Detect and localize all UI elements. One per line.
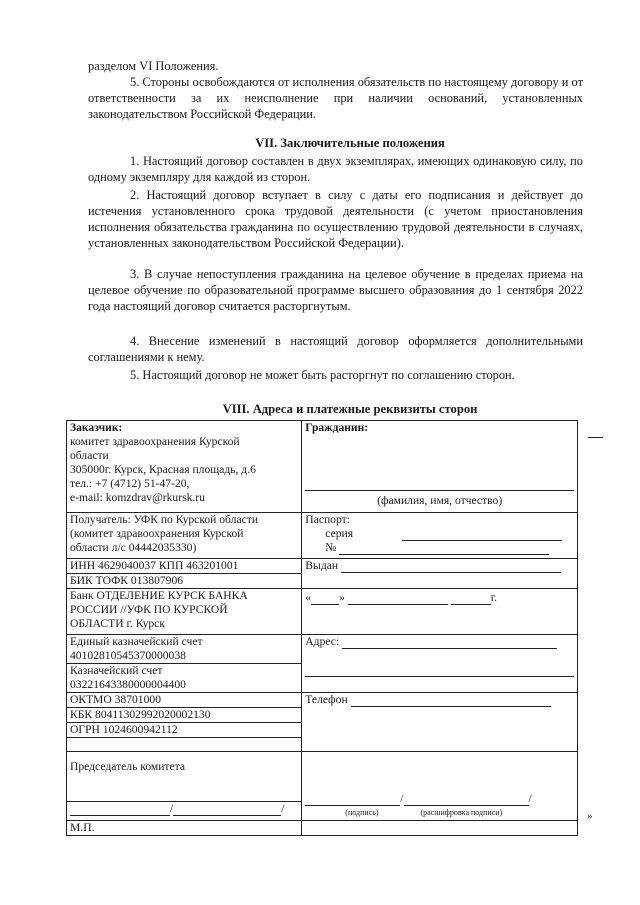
passport-number-field[interactable] xyxy=(339,542,549,555)
passport-cell xyxy=(302,513,578,559)
date-open-quote: « xyxy=(305,591,312,604)
chairman-cell xyxy=(67,752,302,802)
kbk: КБК 80411302992020002130 xyxy=(70,708,211,721)
customer-signature-cell xyxy=(67,802,302,821)
phone-field[interactable] xyxy=(351,694,551,707)
paragraph-7-2: 2. Настоящий договор вступает в силу с даты его подписания и действует до истечения установленного срока трудовой деятельности (с учетом приостановления исполнения обязательства гражданина по осуществлению трудовой деятельности в случаях, установленных законодательством Российской Федерации). xyxy=(88,188,583,250)
address-label: Адрес: xyxy=(305,635,340,648)
empty-cell xyxy=(67,738,302,752)
oktmo-cell xyxy=(67,693,302,708)
treasury-account-label: Единый казначейский счет xyxy=(70,635,203,648)
citizen-signature-decode-field[interactable] xyxy=(404,793,529,806)
chairman-label: Председатель комитета xyxy=(70,760,185,773)
customer-email: e-mail: komzdrav@rkursk.ru xyxy=(70,491,205,504)
issued-cell xyxy=(302,559,578,589)
citizen-fio-hint: (фамилия, имя, отчество) xyxy=(377,494,503,507)
citizen-fio-line[interactable] xyxy=(305,477,574,491)
customer-signature-field[interactable] xyxy=(70,803,170,816)
bank-cell xyxy=(67,589,302,635)
customer-sig-end: / xyxy=(281,802,285,816)
treasury-account: 40102810545370000038 xyxy=(70,649,186,662)
phone-label: Телефон xyxy=(305,693,348,706)
issued-label: Выдан xyxy=(305,559,339,572)
citizen-signature-field[interactable] xyxy=(305,793,400,806)
passport-number-label: № xyxy=(325,541,337,554)
issue-date-cell xyxy=(302,589,578,635)
ogrn: ОГРН 1024600942112 xyxy=(70,723,178,736)
citizen-signature-cell xyxy=(302,752,578,821)
customer-address: 305000г. Курск, Красная площадь, д.6 xyxy=(70,463,256,476)
recipient-line2: (комитет здравоохранения Курской xyxy=(70,527,244,540)
customer-name-line2: области xyxy=(70,449,109,462)
kazn-account: 03221643380000004400 xyxy=(70,678,186,691)
address-cell xyxy=(302,635,578,693)
paragraph-7-4: 4. Внесение изменений в настоящий договор оформляется дополнительными соглашениями к нему. xyxy=(88,334,583,364)
stamp-label: М.П. xyxy=(70,821,95,834)
kazn-account-label: Казначейский счет xyxy=(70,664,163,677)
kazn-account-cell xyxy=(67,664,302,693)
date-day-field[interactable] xyxy=(311,592,339,605)
customer-header-cell xyxy=(67,421,302,513)
issued-field[interactable] xyxy=(341,560,561,573)
citizen-header-cell xyxy=(302,421,578,513)
citizen-label: Гражданин: xyxy=(305,421,369,434)
paragraph-section6-ref: разделом VI Положения. xyxy=(88,59,219,73)
customer-name-line1: комитет здравоохранения Курской xyxy=(70,435,240,448)
customer-phone: тел.: +7 (4712) 51-47-20, xyxy=(70,477,190,490)
decode-hint: (расшифровка подписи) xyxy=(420,808,503,817)
kbk-cell xyxy=(67,708,302,723)
treasury-account-cell xyxy=(67,635,302,664)
paragraph-7-3: 3. В случае непоступления гражданина на целевое обучение в пределах приема на целевое обучение по образовательной программе высшего образования до 1 сентября 2022 года настоящий договор считается расторгнутым. xyxy=(88,267,583,313)
bik-cell xyxy=(67,574,302,589)
inn-kpp-cell xyxy=(67,559,302,574)
recipient-line3: области л/с 04442035330) xyxy=(70,541,197,554)
paragraph-7-5: 5. Настоящий договор не может быть расторгнут по соглашению сторон. xyxy=(130,368,515,382)
citizen-sig-slash: / xyxy=(400,792,404,805)
bank-line3: ОБЛАСТИ г. Курск xyxy=(70,617,165,630)
bik: БИК ТОФК 013807906 xyxy=(70,574,184,587)
address-field-2[interactable] xyxy=(305,663,574,677)
requisites-table xyxy=(66,420,578,836)
paragraph-6-5: 5. Стороны освобождаются от исполнения обязательств по настоящему договору и от ответственности за их неисполнение при наличии оснований, установленных законодательством Российской Федерации. xyxy=(88,75,583,121)
passport-series-field[interactable] xyxy=(402,528,562,541)
customer-label: Заказчик: xyxy=(70,421,123,434)
recipient-line1: Получатель: УФК по Курской области xyxy=(70,513,259,526)
recipient-cell xyxy=(67,513,302,559)
section-8-title: VIII. Адреса и платежные реквизиты сторон xyxy=(222,402,478,416)
customer-signature-decode-field[interactable] xyxy=(173,803,281,816)
inn-kpp: ИНН 4629040037 КПП 463201001 xyxy=(70,559,239,572)
passport-label: Паспорт: xyxy=(305,513,350,526)
date-year-suffix: г. xyxy=(490,591,498,604)
bank-line1: Банк ОТДЕЛЕНИЕ КУРСК БАНКА xyxy=(70,589,248,602)
address-field-1[interactable] xyxy=(342,636,557,649)
date-year-field[interactable] xyxy=(451,592,491,605)
date-close-quote: » xyxy=(339,591,345,604)
passport-series-label: серия xyxy=(325,527,354,540)
date-month-field[interactable] xyxy=(348,592,448,605)
closing-quote: » xyxy=(587,810,593,822)
stamp-empty-cell xyxy=(302,821,578,836)
paragraph-7-1: 1. Настоящий договор составлен в двух экземплярах, имеющих одинаковую силу, по одному экземпляру для каждой из сторон. xyxy=(88,154,583,184)
customer-sig-slash: / xyxy=(170,802,174,816)
citizen-sig-end: / xyxy=(528,792,532,805)
section-7-title: VII. Заключительные положения xyxy=(255,136,445,150)
bank-line2: РОССИИ //УФК ПО КУРСКОЙ xyxy=(70,603,228,616)
ogrn-cell xyxy=(67,723,302,738)
phone-cell xyxy=(302,693,578,752)
stamp-cell xyxy=(67,821,302,836)
margin-dash xyxy=(588,437,603,438)
sign-hint: (подпись) xyxy=(345,808,379,817)
oktmo: ОКТМО 38701000 xyxy=(70,693,161,706)
